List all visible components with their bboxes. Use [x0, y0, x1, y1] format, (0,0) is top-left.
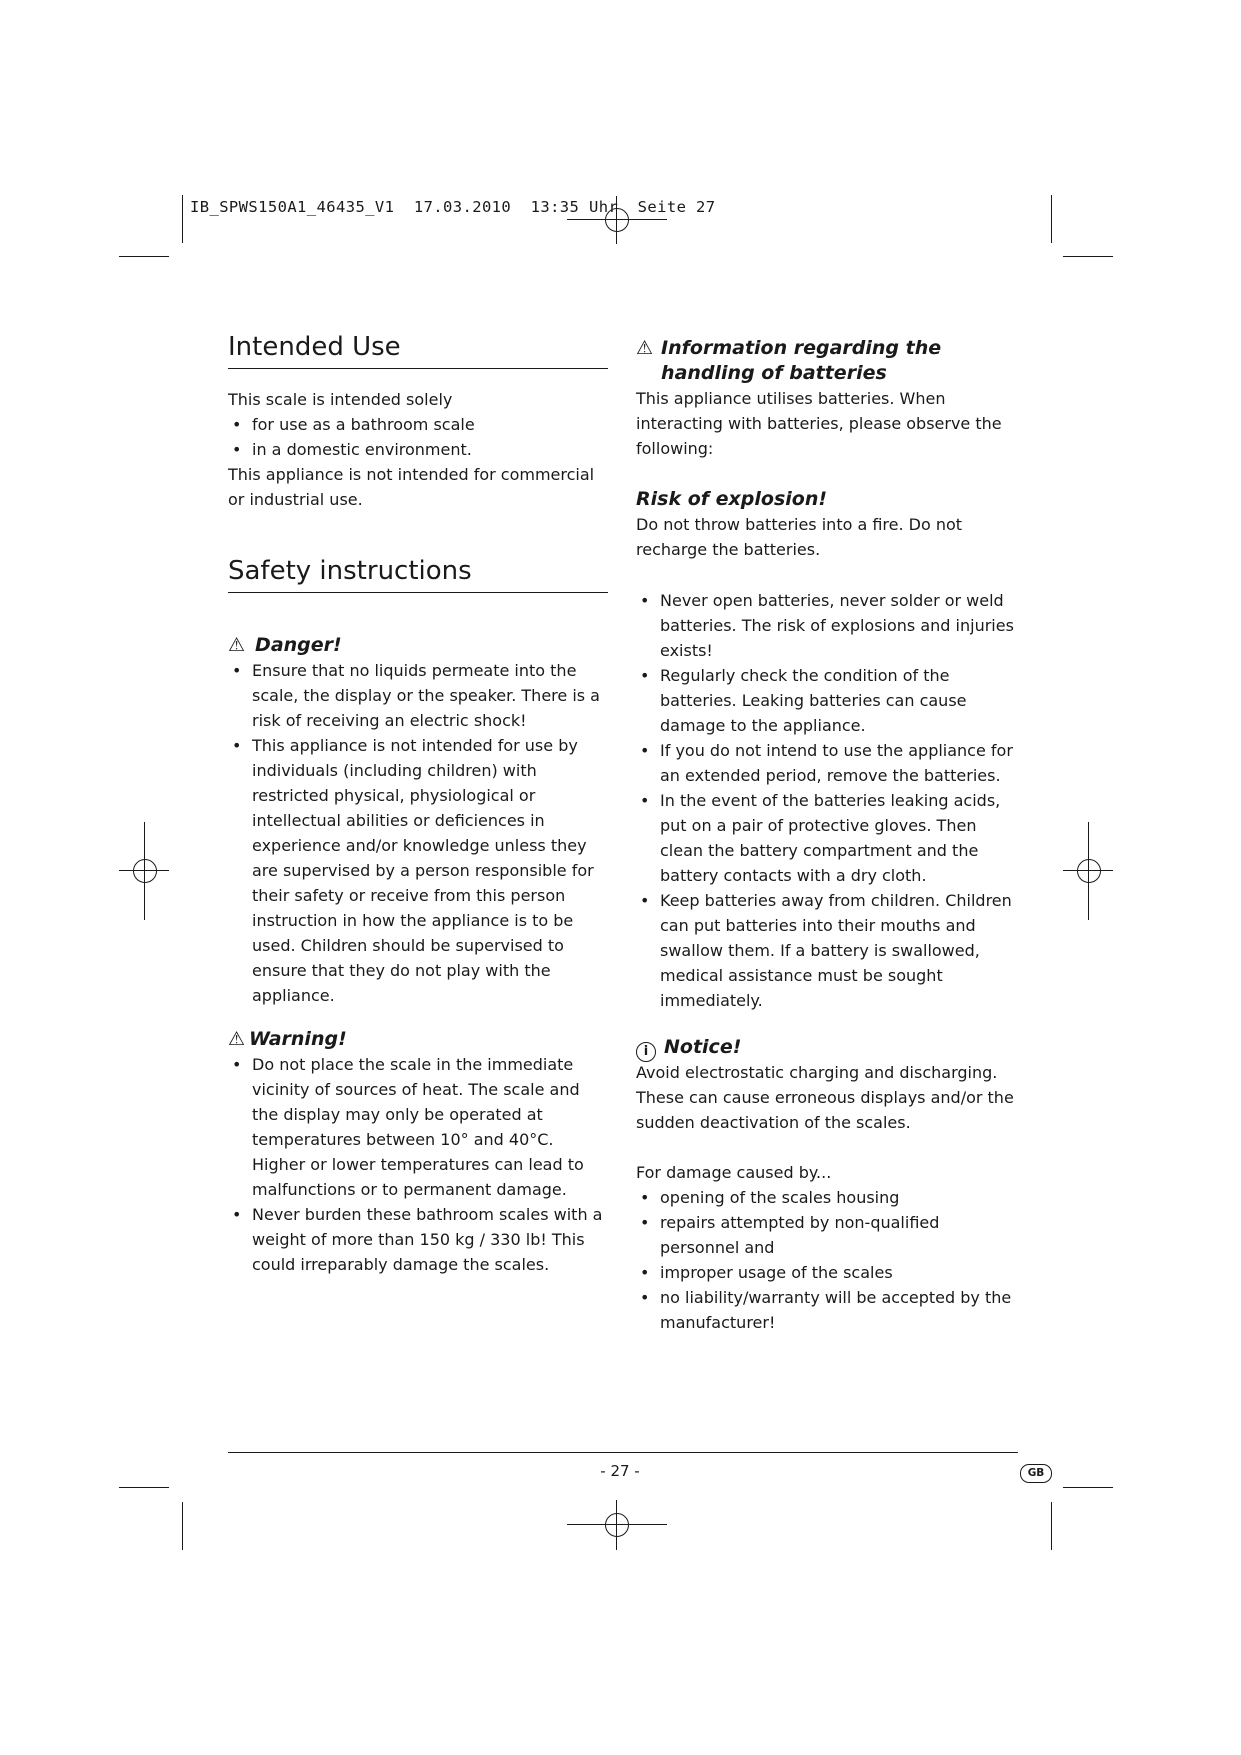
list-item: • This appliance is not intended for use by individuals (including children) with restricted physical, physiological or intellectual abilities or deficiences in experience and/or knowledge unless they are supervised by a person responsible for their safety or receive from this person instruction in how the appliance is to be used. Children should be supervised to ensure that they do not play with the appliance.: [228, 733, 608, 1008]
batteries-section: [636, 336, 1016, 461]
intended-use-list: [228, 412, 608, 462]
list-item: • Never open batteries, never solder or weld batteries. The risk of explosions and injuries exists!: [636, 588, 1016, 663]
list-item: • In the event of the batteries leaking acids, put on a pair of protective gloves. Then clean the battery compartment and the battery contacts with a dry cloth.: [636, 788, 1016, 888]
list-item: • Do not place the scale in the immediate vicinity of sources of heat. The scale and the display may only be operated at temperatures between 10° and 40°C. Higher or lower temperatures can lead to malfunctions or to permanent damage.: [228, 1052, 608, 1202]
notice-section: [636, 1035, 1016, 1335]
batteries-heading: [636, 336, 1016, 386]
notice-text: Avoid electrostatic charging and discharging. These can cause erroneous displays and/or the sudden deactivation of the scales.: [636, 1063, 1014, 1132]
crop-mark: [1051, 1502, 1052, 1550]
explosion-text: Do not throw batteries into a fire. Do not recharge the batteries.: [636, 515, 963, 559]
footer-rule: [228, 1452, 1018, 1453]
danger-heading: [228, 633, 608, 658]
list-item: • Keep batteries away from children. Children can put batteries into their mouths and swallow them. If a battery is swallowed, medical assistance must be sought immediately.: [636, 888, 1016, 1013]
warning-triangle-icon: ⚠: [636, 337, 654, 359]
list-item: • in a domestic environment.: [228, 437, 608, 462]
danger-list: [228, 658, 608, 1008]
crop-mark: [1063, 256, 1113, 257]
notice-heading-text: Notice!: [664, 1036, 742, 1058]
list-item: • repairs attempted by non-qualified personnel and: [636, 1210, 1016, 1260]
warning-heading-text: Warning!: [249, 1028, 347, 1050]
damage-list: [636, 1185, 1016, 1335]
list-item: • opening of the scales housing: [636, 1185, 1016, 1210]
intended-use-intro: This scale is intended solely: [228, 390, 453, 409]
crop-mark: [182, 1502, 183, 1550]
list-item: • no liability/warranty will be accepted by the manufacturer!: [636, 1285, 1016, 1335]
danger-heading-text: Danger!: [255, 634, 342, 656]
info-icon: i: [636, 1042, 656, 1062]
warning-heading: [228, 1027, 608, 1052]
batteries-heading-text: [661, 336, 941, 386]
batteries-heading-line2: handling of batteries: [661, 362, 887, 384]
country-badge: GB: [1020, 1464, 1052, 1483]
intended-use-section: [228, 330, 608, 512]
explosion-list: [636, 588, 1016, 1013]
list-item: • Ensure that no liquids permeate into the scale, the display or the speaker. There is a risk of receiving an electric shock!: [228, 658, 608, 733]
warning-list: [228, 1052, 608, 1277]
page-number: - 27 -: [600, 1462, 640, 1480]
batteries-intro: This appliance utilises batteries. When interacting with batteries, please observe the following:: [636, 389, 1002, 458]
intended-use-outro: This appliance is not intended for commercial or industrial use.: [228, 465, 595, 509]
right-column: [636, 330, 1016, 1335]
intended-use-title: Intended Use: [228, 330, 608, 369]
list-item: • improper usage of the scales: [636, 1260, 1016, 1285]
list-item: • Regularly check the condition of the batteries. Leaking batteries can cause damage to the appliance.: [636, 663, 1016, 738]
batteries-heading-line1: Information regarding the: [661, 337, 942, 359]
crop-mark: [1063, 1487, 1113, 1488]
warning-triangle-icon: ⚠: [228, 1028, 246, 1050]
list-item: • If you do not intend to use the appliance for an extended period, remove the batteries.: [636, 738, 1016, 788]
crop-mark: [182, 195, 183, 243]
explosion-section: [636, 487, 1016, 1013]
warning-triangle-icon: ⚠: [228, 634, 246, 656]
list-item: • for use as a bathroom scale: [228, 412, 608, 437]
crop-mark: [119, 256, 169, 257]
crop-mark: [119, 1487, 169, 1488]
safety-title: Safety instructions: [228, 554, 608, 593]
safety-section: [228, 554, 608, 1277]
damage-intro: For damage caused by...: [636, 1163, 832, 1182]
list-item: • Never burden these bathroom scales with a weight of more than 150 kg / 330 lb! This could irreparably damage the scales.: [228, 1202, 608, 1277]
crop-mark: [1051, 195, 1052, 243]
notice-heading: [636, 1035, 1016, 1060]
left-column: [228, 330, 608, 1277]
print-slug: IB_SPWS150A1_46435_V1 17.03.2010 13:35 Uhr Seite 27: [190, 198, 716, 216]
explosion-heading: Risk of explosion!: [636, 488, 828, 510]
